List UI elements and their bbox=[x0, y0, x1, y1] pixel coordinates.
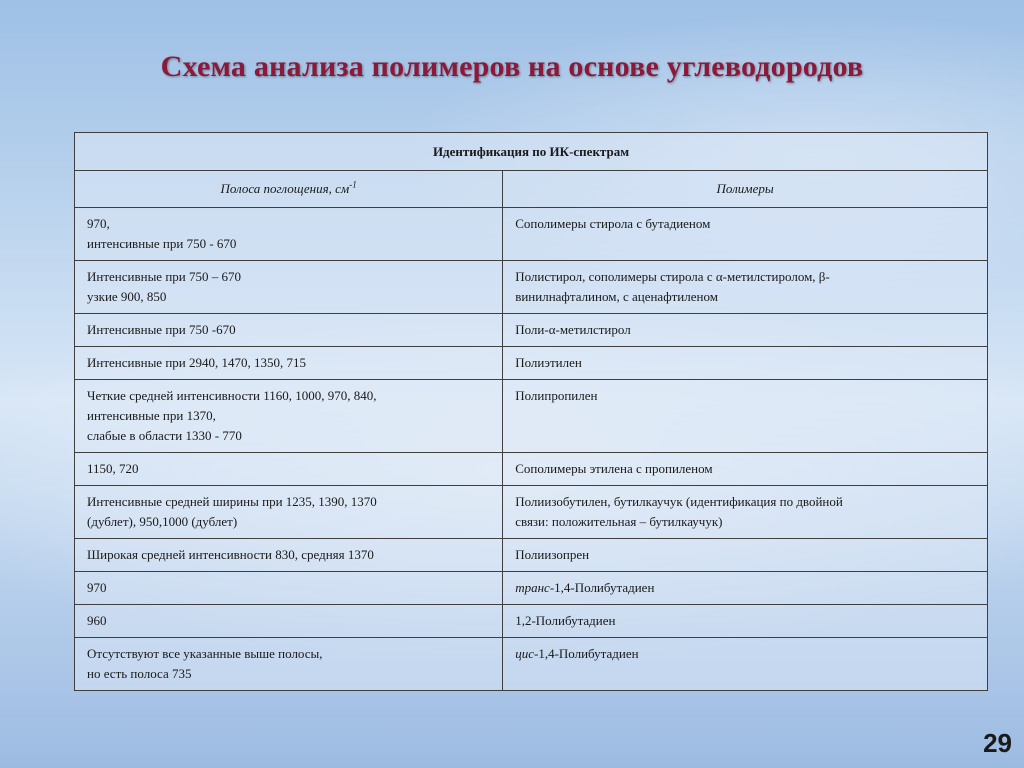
polymer-line bbox=[515, 578, 975, 598]
table-row bbox=[75, 539, 988, 572]
polymer-text: связи: положительная – бутилкаучук) bbox=[515, 514, 723, 529]
absorption-band-line: 960 bbox=[87, 613, 107, 628]
table-body bbox=[75, 208, 988, 691]
polymer-text: Сополимеры стирола с бутадиеном bbox=[515, 216, 711, 231]
absorption-band-cell bbox=[75, 314, 503, 347]
absorption-band-line: Интенсивные при 750 -670 bbox=[87, 322, 236, 337]
column-header-bands bbox=[75, 171, 503, 208]
polymer-cell bbox=[503, 208, 988, 261]
absorption-band-line: Интенсивные при 750 – 670 bbox=[87, 269, 241, 284]
polymer-cell bbox=[503, 539, 988, 572]
polymer-line bbox=[515, 512, 975, 532]
column-header-polymers: Полимеры bbox=[503, 171, 988, 208]
polymer-text: Полиизопрен bbox=[515, 547, 590, 562]
polymer-text: 1,2-Полибутадиен bbox=[515, 613, 616, 628]
table-row bbox=[75, 453, 988, 486]
absorption-band-line: слабые в области 1330 - 770 bbox=[87, 428, 242, 443]
absorption-band-line: интенсивные при 750 - 670 bbox=[87, 236, 237, 251]
polymer-cell bbox=[503, 605, 988, 638]
polymer-cell bbox=[503, 380, 988, 453]
absorption-band-line: Интенсивные средней ширины при 1235, 1390, 1370 bbox=[87, 494, 377, 509]
table-row bbox=[75, 486, 988, 539]
column-header-bands-unit-exponent: -1 bbox=[349, 179, 357, 190]
polymer-text: Полиэтилен bbox=[515, 355, 582, 370]
absorption-band-line: Интенсивные при 2940, 1470, 1350, 715 bbox=[87, 355, 306, 370]
polymer-cell bbox=[503, 314, 988, 347]
absorption-band-line: 970 bbox=[87, 580, 107, 595]
polymer-line bbox=[515, 267, 975, 287]
table-row bbox=[75, 572, 988, 605]
absorption-band-line: Отсутствуют все указанные выше полосы, bbox=[87, 646, 323, 661]
polymer-line bbox=[515, 287, 975, 307]
absorption-band-cell bbox=[75, 347, 503, 380]
table-row bbox=[75, 638, 988, 691]
polymer-text: -1,4-Полибутадиен bbox=[549, 580, 655, 595]
polymer-text: Поли-α-метилстирол bbox=[515, 322, 631, 337]
polymer-text: Полиизобутилен, бутилкаучук (идентификация по двойной bbox=[515, 494, 843, 509]
absorption-band-line: узкие 900, 850 bbox=[87, 289, 167, 304]
absorption-band-line: (дублет), 950,1000 (дублет) bbox=[87, 514, 238, 529]
polymer-isomer-prefix: транс bbox=[515, 580, 550, 595]
table-header: Идентификация по ИК-спектрам bbox=[75, 133, 988, 171]
absorption-band-cell bbox=[75, 380, 503, 453]
absorption-band-cell bbox=[75, 605, 503, 638]
table-row bbox=[75, 208, 988, 261]
column-header-bands-label: Полоса поглощения, см bbox=[220, 181, 350, 196]
polymer-cell bbox=[503, 261, 988, 314]
ir-identification-table bbox=[74, 132, 988, 691]
absorption-band-line: 970, bbox=[87, 216, 110, 231]
polymer-line bbox=[515, 214, 975, 234]
table-row bbox=[75, 261, 988, 314]
polymer-line bbox=[515, 492, 975, 512]
absorption-band-cell bbox=[75, 539, 503, 572]
polymer-text: -1,4-Полибутадиен bbox=[533, 646, 639, 661]
absorption-band-cell bbox=[75, 453, 503, 486]
page-number: 29 bbox=[983, 728, 1012, 758]
polymer-text: Полипропилен bbox=[515, 388, 598, 403]
polymer-line bbox=[515, 386, 975, 406]
polymer-cell bbox=[503, 347, 988, 380]
polymer-cell bbox=[503, 638, 988, 691]
polymer-line bbox=[515, 611, 975, 631]
absorption-band-line: Широкая средней интенсивности 830, средняя 1370 bbox=[87, 547, 374, 562]
absorption-band-line: 1150, 720 bbox=[87, 461, 139, 476]
polymer-line bbox=[515, 545, 975, 565]
absorption-band-cell bbox=[75, 486, 503, 539]
table-row bbox=[75, 314, 988, 347]
polymer-cell bbox=[503, 486, 988, 539]
polymer-text: Сополимеры этилена с пропиленом bbox=[515, 461, 713, 476]
polymer-isomer-prefix: цис bbox=[515, 646, 534, 661]
polymer-line bbox=[515, 644, 975, 664]
absorption-band-cell bbox=[75, 572, 503, 605]
polymer-line bbox=[515, 459, 975, 479]
polymer-line bbox=[515, 320, 975, 340]
polymer-text: винилнафталином, с аценафтиленом bbox=[515, 289, 718, 304]
polymer-cell bbox=[503, 453, 988, 486]
absorption-band-line: Четкие средней интенсивности 1160, 1000, 970, 840, bbox=[87, 388, 377, 403]
table-row bbox=[75, 605, 988, 638]
polymer-line bbox=[515, 353, 975, 373]
polymer-cell bbox=[503, 572, 988, 605]
absorption-band-line: но есть полоса 735 bbox=[87, 666, 192, 681]
absorption-band-cell bbox=[75, 261, 503, 314]
polymer-text: Полистирол, сополимеры стирола с α-метилстиролом, β- bbox=[515, 269, 830, 284]
slide-title: Схема анализа полимеров на основе углеводородов bbox=[160, 50, 864, 83]
absorption-band-line: интенсивные при 1370, bbox=[87, 408, 216, 423]
absorption-band-cell bbox=[75, 208, 503, 261]
table-row bbox=[75, 380, 988, 453]
absorption-band-cell bbox=[75, 638, 503, 691]
table-row bbox=[75, 347, 988, 380]
